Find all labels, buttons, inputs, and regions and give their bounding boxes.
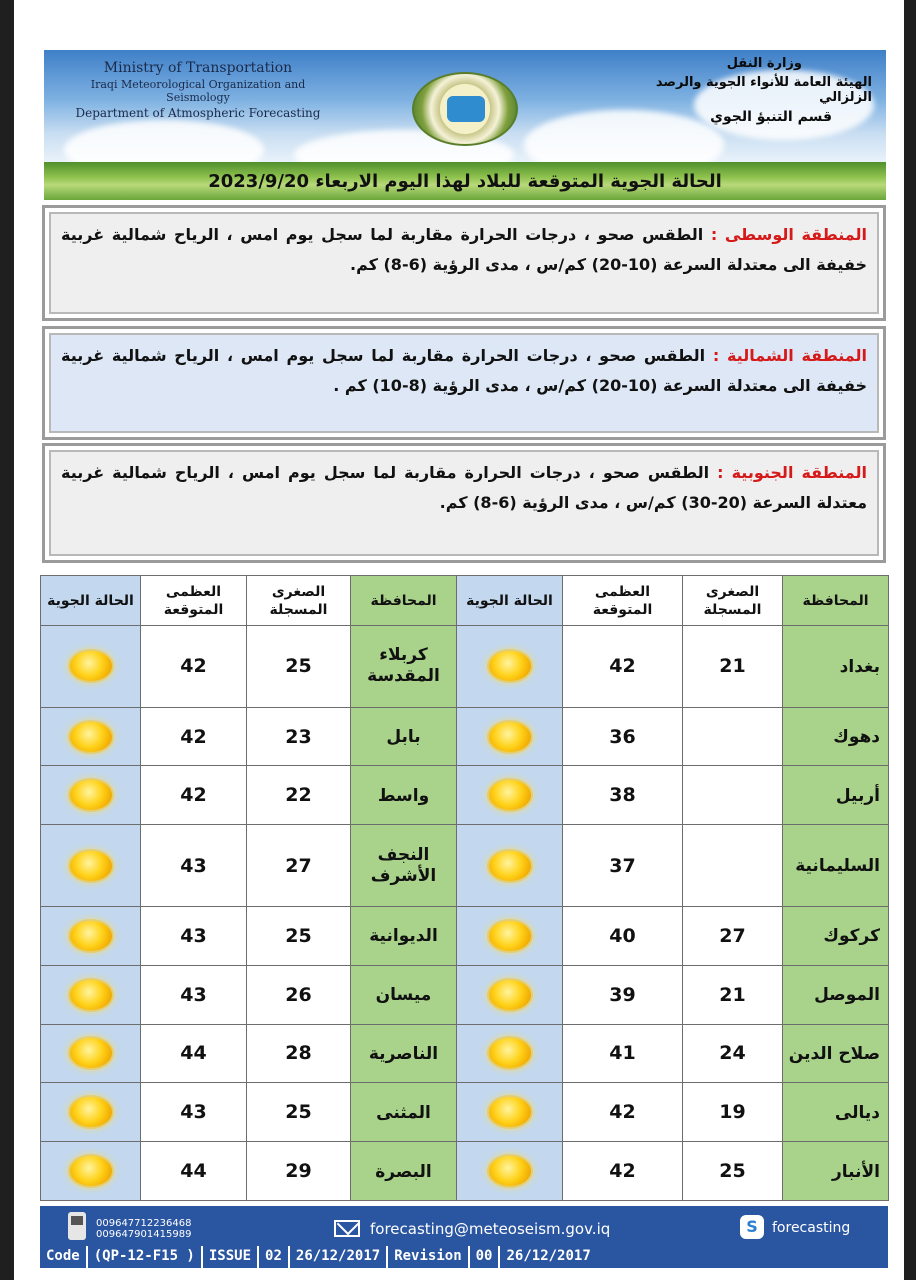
province-cell: النجف الأشرف (351, 825, 457, 907)
mail-icon (334, 1220, 360, 1237)
max-temp-cell: 42 (141, 707, 247, 766)
ministry-arabic-header (612, 56, 872, 125)
province-cell: كربلاء المقدسة (351, 626, 457, 708)
table-row (41, 766, 889, 825)
revision-label: Revision (386, 1246, 467, 1268)
max-temp-cell: 42 (563, 1142, 683, 1201)
sunny-icon (70, 980, 112, 1010)
skype-icon: S (740, 1215, 764, 1239)
table-row (41, 825, 889, 907)
skype-handle[interactable]: forecasting (772, 1220, 851, 1236)
max-temp-cell: 43 (141, 906, 247, 965)
phone-number-1: 009647712236468 (96, 1218, 192, 1229)
min-temp-cell: 21 (683, 626, 783, 708)
min-temp-cell: 25 (247, 1083, 351, 1142)
revision-number: 00 (468, 1246, 499, 1268)
max-temp-cell: 43 (141, 965, 247, 1024)
min-temp-cell: 28 (247, 1024, 351, 1083)
province-cell: ديالى (783, 1083, 889, 1142)
table-row (41, 626, 889, 708)
province-cell: صلاح الدين (783, 1024, 889, 1083)
sunny-icon (70, 1038, 112, 1068)
min-temp-cell: 25 (683, 1142, 783, 1201)
condition-cell (457, 906, 563, 965)
max-temp-cell: 42 (141, 766, 247, 825)
sunny-icon (70, 1097, 112, 1127)
sunny-icon (70, 851, 112, 881)
region-north (42, 326, 886, 440)
region-south-name: المنطقة الجنوبية : (717, 463, 868, 482)
province-cell: بابل (351, 707, 457, 766)
min-temp-cell: 22 (247, 766, 351, 825)
ministry-name-ar: وزارة النقل (726, 56, 802, 71)
header-province: المحافظة (351, 576, 457, 626)
province-cell: الناصرية (351, 1024, 457, 1083)
province-cell: واسط (351, 766, 457, 825)
province-cell: الأنبار (783, 1142, 889, 1201)
province-cell: السليمانية (783, 825, 889, 907)
min-temp-cell (683, 825, 783, 907)
min-temp-cell: 24 (683, 1024, 783, 1083)
table-row (41, 707, 889, 766)
condition-cell (457, 1083, 563, 1142)
email-link[interactable]: forecasting@meteoseism.gov.iq (370, 1220, 611, 1238)
max-temp-cell: 43 (141, 825, 247, 907)
ministry-name-en: Ministry of Transportation (103, 60, 293, 76)
min-temp-cell: 19 (683, 1083, 783, 1142)
contact-footer (40, 1206, 888, 1246)
province-cell: الديوانية (351, 906, 457, 965)
min-temp-cell: 23 (247, 707, 351, 766)
revision-date: 26/12/2017 (498, 1246, 596, 1268)
min-temp-cell (683, 766, 783, 825)
header-banner (44, 50, 886, 162)
organization-logo (412, 72, 518, 146)
sunny-icon (70, 921, 112, 951)
sunny-icon (489, 1156, 531, 1186)
sunny-icon (489, 780, 531, 810)
organization-name-en: Iraqi Meteorological Organization and Seismology (90, 78, 306, 104)
sunny-icon (489, 851, 531, 881)
condition-cell (457, 707, 563, 766)
min-temp-cell: 26 (247, 965, 351, 1024)
issue-number: 02 (257, 1246, 288, 1268)
forecast-title: الحالة الجوية المتوقعة للبلاد لهذا اليوم الاربعاء 2023/9/20 (44, 162, 886, 200)
min-temp-cell: 29 (247, 1142, 351, 1201)
condition-cell (41, 906, 141, 965)
condition-cell (41, 626, 141, 708)
max-temp-cell: 44 (141, 1142, 247, 1201)
province-cell: المثنى (351, 1083, 457, 1142)
condition-cell (41, 766, 141, 825)
phone-number-2: 009647901415989 (96, 1229, 192, 1240)
min-temp-cell: 27 (247, 825, 351, 907)
condition-cell (457, 1142, 563, 1201)
sunny-icon (70, 722, 112, 752)
sunny-icon (489, 722, 531, 752)
province-cell: الموصل (783, 965, 889, 1024)
min-temp-cell: 25 (247, 626, 351, 708)
table-row (41, 1083, 889, 1142)
sunny-icon (70, 651, 112, 681)
sunny-icon (489, 1038, 531, 1068)
condition-cell (41, 965, 141, 1024)
max-temp-cell: 43 (141, 1083, 247, 1142)
max-temp-cell: 42 (563, 626, 683, 708)
max-temp-cell: 38 (563, 766, 683, 825)
region-central (42, 205, 886, 321)
region-north-text: الطقس صحو ، درجات الحرارة مقاربة لما سجل يوم امس ، الرياح شمالية غربية خفيفة الى معتدلة السرعة (10-20) كم/س ، مدى الرؤية (8-10) كم . (61, 346, 867, 395)
header-province: المحافظة (783, 576, 889, 626)
min-temp-cell: 27 (683, 906, 783, 965)
code-label: Code (46, 1248, 80, 1264)
header-min: الصغرى المسجلة (683, 576, 783, 626)
max-temp-cell: 41 (563, 1024, 683, 1083)
condition-cell (457, 626, 563, 708)
min-temp-cell: 21 (683, 965, 783, 1024)
region-central-text: الطقس صحو ، درجات الحرارة مقاربة لما سجل يوم امس ، الرياح شمالية غربية خفيفة الى معتدلة السرعة (10-20) كم/س ، مدى الرؤية (6-8) كم. (61, 225, 867, 274)
ministry-english-header (58, 60, 338, 120)
condition-cell (457, 1024, 563, 1083)
max-temp-cell: 44 (141, 1024, 247, 1083)
header-condition: الحالة الجوية (457, 576, 563, 626)
issue-label: ISSUE (201, 1246, 257, 1268)
table-header-row (41, 576, 889, 626)
region-central-name: المنطقة الوسطى : (710, 225, 867, 244)
condition-cell (457, 825, 563, 907)
max-temp-cell: 42 (141, 626, 247, 708)
department-name-ar: قسم التنبؤ الجوي (710, 109, 832, 125)
code-value: (QP-12-F15 ) (86, 1246, 201, 1268)
region-north-name: المنطقة الشمالية : (712, 346, 867, 365)
table-row (41, 965, 889, 1024)
province-cell: أربيل (783, 766, 889, 825)
min-temp-cell (683, 707, 783, 766)
sunny-icon (489, 651, 531, 681)
max-temp-cell: 39 (563, 965, 683, 1024)
max-temp-cell: 40 (563, 906, 683, 965)
sunny-icon (70, 1156, 112, 1186)
max-temp-cell: 42 (563, 1083, 683, 1142)
condition-cell (41, 1024, 141, 1083)
table-row (41, 1142, 889, 1201)
table-row (41, 1024, 889, 1083)
max-temp-cell: 36 (563, 707, 683, 766)
province-cell: البصرة (351, 1142, 457, 1201)
min-temp-cell: 25 (247, 906, 351, 965)
document-code-bar (40, 1246, 888, 1268)
sunny-icon (489, 1097, 531, 1127)
organization-name-ar: الهيئة العامة للأنواء الجوية والرصد الزلزالي (655, 75, 872, 105)
condition-cell (41, 825, 141, 907)
sunny-icon (489, 980, 531, 1010)
province-cell: بغداد (783, 626, 889, 708)
table-row (41, 906, 889, 965)
phone-numbers (96, 1218, 191, 1240)
header-max: العظمى المتوقعة (141, 576, 247, 626)
header-min: الصغرى المسجلة (247, 576, 351, 626)
sunny-icon (489, 921, 531, 951)
province-cell: دهوك (783, 707, 889, 766)
region-south (42, 443, 886, 563)
header-condition: الحالة الجوية (41, 576, 141, 626)
max-temp-cell: 37 (563, 825, 683, 907)
sunny-icon (70, 780, 112, 810)
province-cell: كركوك (783, 906, 889, 965)
phone-icon (68, 1212, 86, 1240)
condition-cell (41, 707, 141, 766)
department-name-en: Department of Atmospheric Forecasting (75, 106, 321, 120)
header-max: العظمى المتوقعة (563, 576, 683, 626)
condition-cell (41, 1142, 141, 1201)
issue-date: 26/12/2017 (288, 1246, 386, 1268)
condition-cell (457, 965, 563, 1024)
condition-cell (41, 1083, 141, 1142)
provinces-weather-table (40, 575, 889, 1201)
region-south-text: الطقس صحو ، درجات الحرارة مقاربة لما سجل يوم امس ، الرياح شمالية غربية معتدلة السرعة (20-30) كم/س ، مدى الرؤية (6-8) كم. (61, 463, 867, 512)
province-cell: ميسان (351, 965, 457, 1024)
condition-cell (457, 766, 563, 825)
